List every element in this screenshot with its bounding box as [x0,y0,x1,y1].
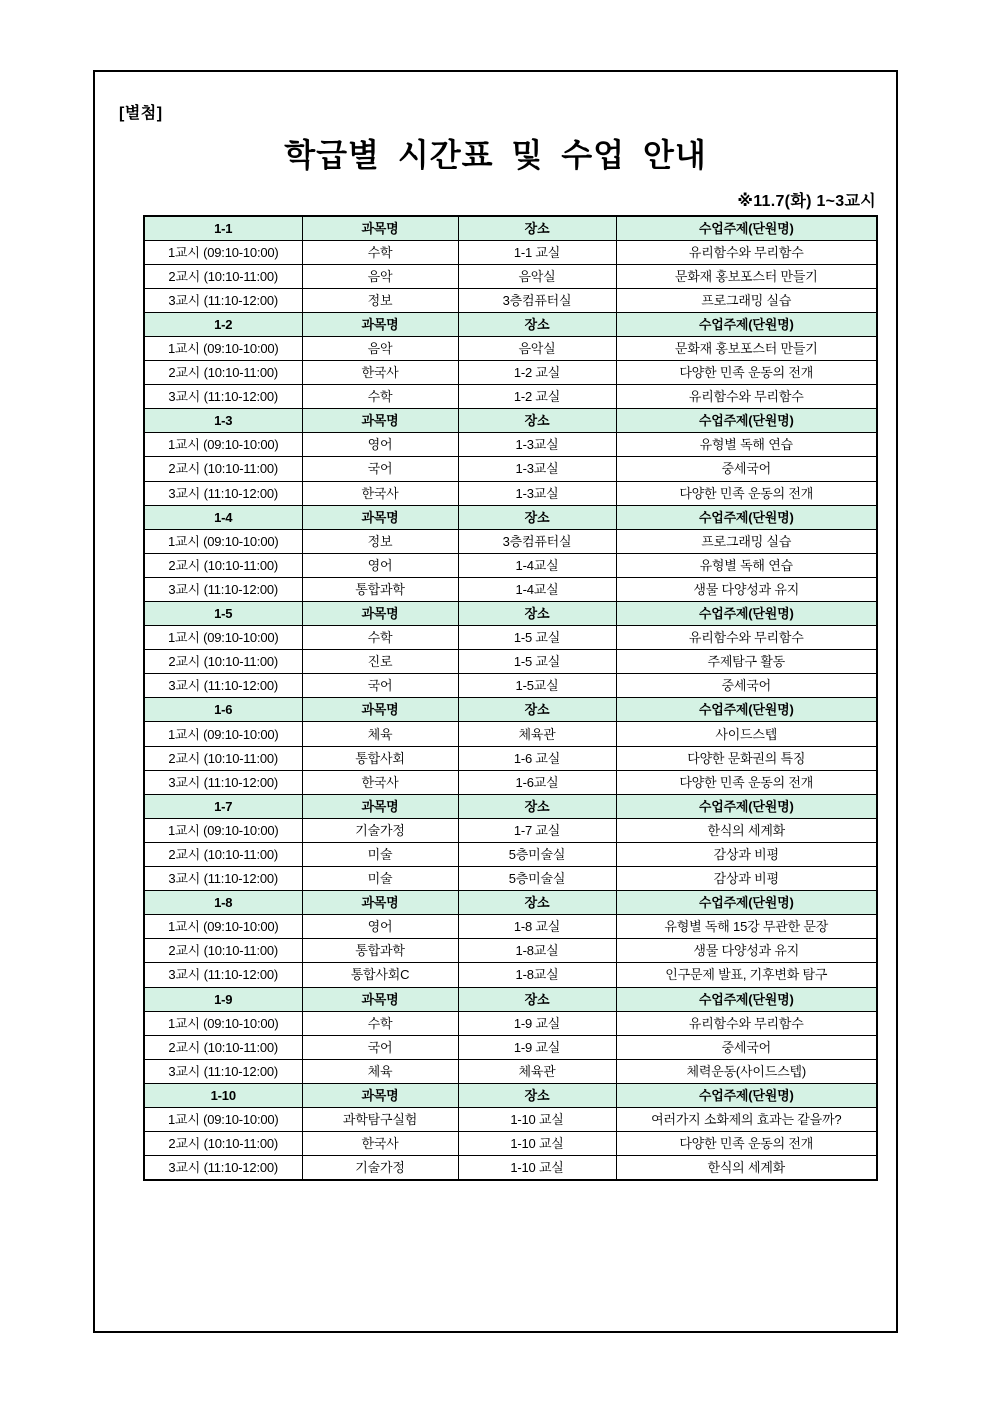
column-header: 장소 [458,794,616,818]
column-header: 과목명 [302,891,458,915]
timetable-row [144,722,877,746]
subject-cell: 국어 [302,457,458,481]
topic-cell: 유리함수와 무리함수 [616,1011,877,1035]
topic-cell: 한식의 세계화 [616,818,877,842]
period-cell: 2교시 (10:10-11:00) [144,746,302,770]
timetable-row [144,1156,877,1180]
place-cell: 1-6교실 [458,770,616,794]
column-header: 과목명 [302,698,458,722]
period-cell: 1교시 (09:10-10:00) [144,1107,302,1131]
timetable-row [144,1059,877,1083]
column-header: 장소 [458,216,616,240]
page-border-frame [93,70,898,1333]
topic-cell: 유형별 독해 연습 [616,433,877,457]
period-cell: 1교시 (09:10-10:00) [144,626,302,650]
period-cell: 1교시 (09:10-10:00) [144,240,302,264]
column-header: 장소 [458,312,616,336]
class-header-row [144,1083,877,1107]
topic-cell: 한식의 세계화 [616,1156,877,1180]
place-cell: 1-6 교실 [458,746,616,770]
class-label: 1-9 [144,987,302,1011]
timetable-row [144,553,877,577]
period-cell: 2교시 (10:10-11:00) [144,361,302,385]
place-cell: 1-8교실 [458,963,616,987]
period-cell: 2교시 (10:10-11:00) [144,264,302,288]
column-header: 수업주제(단원명) [616,698,877,722]
timetable-row [144,433,877,457]
period-cell: 2교시 (10:10-11:00) [144,842,302,866]
subject-cell: 수학 [302,1011,458,1035]
timetable-row [144,577,877,601]
column-header: 장소 [458,891,616,915]
place-cell: 체육관 [458,722,616,746]
period-cell: 2교시 (10:10-11:00) [144,1132,302,1156]
place-cell: 음악실 [458,264,616,288]
class-label: 1-7 [144,794,302,818]
period-cell: 3교시 (11:10-12:00) [144,481,302,505]
topic-cell: 유형별 독해 15강 무관한 문장 [616,915,877,939]
timetable-row [144,626,877,650]
place-cell: 1-3교실 [458,433,616,457]
place-cell: 1-4교실 [458,553,616,577]
place-cell: 1-8교실 [458,939,616,963]
class-header-row [144,891,877,915]
period-cell: 2교시 (10:10-11:00) [144,1035,302,1059]
schedule-date-note: ※11.7(화) 1~3교시 [737,193,876,210]
column-header: 수업주제(단원명) [616,216,877,240]
timetable-body [144,216,877,1180]
class-label: 1-5 [144,602,302,626]
topic-cell: 생물 다양성과 유지 [616,939,877,963]
timetable-row [144,818,877,842]
class-label: 1-8 [144,891,302,915]
timetable-row [144,361,877,385]
place-cell: 1-10 교실 [458,1107,616,1131]
topic-cell: 여러가지 소화제의 효과는 같을까? [616,1107,877,1131]
place-cell: 1-7 교실 [458,818,616,842]
timetable-row [144,529,877,553]
timetable-row [144,1035,877,1059]
class-header-row [144,312,877,336]
column-header: 장소 [458,1083,616,1107]
class-header-row [144,216,877,240]
timetable-row [144,915,877,939]
topic-cell: 프로그래밍 실습 [616,529,877,553]
place-cell: 3층컴퓨터실 [458,288,616,312]
attachment-label: [별첨] [119,105,163,122]
subject-cell: 통합과학 [302,939,458,963]
column-header: 수업주제(단원명) [616,602,877,626]
timetable-row [144,336,877,360]
subject-cell: 수학 [302,240,458,264]
column-header: 과목명 [302,1083,458,1107]
column-header: 과목명 [302,505,458,529]
subject-cell: 수학 [302,385,458,409]
period-cell: 3교시 (11:10-12:00) [144,770,302,794]
place-cell: 1-10 교실 [458,1132,616,1156]
period-cell: 2교시 (10:10-11:00) [144,939,302,963]
subject-cell: 정보 [302,529,458,553]
period-cell: 1교시 (09:10-10:00) [144,336,302,360]
place-cell: 1-5교실 [458,674,616,698]
column-header: 과목명 [302,409,458,433]
place-cell: 1-2 교실 [458,361,616,385]
topic-cell: 주제탐구 활동 [616,650,877,674]
timetable-row [144,264,877,288]
timetable-row [144,842,877,866]
column-header: 장소 [458,698,616,722]
topic-cell: 사이드스텝 [616,722,877,746]
topic-cell: 다양한 민족 운동의 전개 [616,361,877,385]
class-header-row [144,794,877,818]
subject-cell: 국어 [302,1035,458,1059]
topic-cell: 유형별 독해 연습 [616,553,877,577]
topic-cell: 유리함수와 무리함수 [616,626,877,650]
subject-cell: 진로 [302,650,458,674]
period-cell: 2교시 (10:10-11:00) [144,650,302,674]
timetable-row [144,385,877,409]
timetable-row [144,481,877,505]
column-header: 장소 [458,987,616,1011]
subject-cell: 국어 [302,674,458,698]
subject-cell: 한국사 [302,361,458,385]
timetable-row [144,457,877,481]
column-header: 수업주제(단원명) [616,505,877,529]
subject-cell: 한국사 [302,770,458,794]
topic-cell: 다양한 민족 운동의 전개 [616,770,877,794]
topic-cell: 생물 다양성과 유지 [616,577,877,601]
subject-cell: 미술 [302,867,458,891]
class-label: 1-3 [144,409,302,433]
place-cell: 체육관 [458,1059,616,1083]
column-header: 수업주제(단원명) [616,987,877,1011]
place-cell: 3층컴퓨터실 [458,529,616,553]
place-cell: 1-9 교실 [458,1011,616,1035]
subject-cell: 한국사 [302,1132,458,1156]
period-cell: 3교시 (11:10-12:00) [144,385,302,409]
timetable-row [144,867,877,891]
subject-cell: 통합과학 [302,577,458,601]
period-cell: 1교시 (09:10-10:00) [144,529,302,553]
class-header-row [144,698,877,722]
topic-cell: 인구문제 발표, 기후변화 탐구 [616,963,877,987]
subject-cell: 미술 [302,842,458,866]
place-cell: 1-5 교실 [458,650,616,674]
timetable-row [144,1107,877,1131]
period-cell: 1교시 (09:10-10:00) [144,915,302,939]
class-label: 1-2 [144,312,302,336]
period-cell: 1교시 (09:10-10:00) [144,818,302,842]
place-cell: 음악실 [458,336,616,360]
subject-cell: 음악 [302,264,458,288]
class-label: 1-1 [144,216,302,240]
subject-cell: 수학 [302,626,458,650]
period-cell: 3교시 (11:10-12:00) [144,288,302,312]
timetable-row [144,746,877,770]
period-cell: 3교시 (11:10-12:00) [144,577,302,601]
timetable-row [144,1132,877,1156]
timetable-row [144,240,877,264]
place-cell: 1-10 교실 [458,1156,616,1180]
subject-cell: 영어 [302,915,458,939]
period-cell: 1교시 (09:10-10:00) [144,433,302,457]
page-title: 학급별 시간표 및 수업 안내 [284,137,707,173]
timetable-row [144,939,877,963]
topic-cell: 유리함수와 무리함수 [616,385,877,409]
place-cell: 1-5 교실 [458,626,616,650]
timetable-row [144,674,877,698]
column-header: 장소 [458,602,616,626]
subject-cell: 영어 [302,553,458,577]
topic-cell: 중세국어 [616,457,877,481]
place-cell: 1-2 교실 [458,385,616,409]
timetable [143,215,878,1181]
topic-cell: 문화재 홍보포스터 만들기 [616,336,877,360]
subject-cell: 과학탐구실험 [302,1107,458,1131]
subject-cell: 한국사 [302,481,458,505]
column-header: 장소 [458,505,616,529]
timetable-row [144,1011,877,1035]
subject-cell: 통합사회C [302,963,458,987]
column-header: 수업주제(단원명) [616,1083,877,1107]
timetable-row [144,770,877,794]
topic-cell: 다양한 민족 운동의 전개 [616,1132,877,1156]
topic-cell: 감상과 비평 [616,842,877,866]
column-header: 장소 [458,409,616,433]
place-cell: 5층미술실 [458,842,616,866]
class-header-row [144,987,877,1011]
topic-cell: 문화재 홍보포스터 만들기 [616,264,877,288]
column-header: 과목명 [302,602,458,626]
column-header: 과목명 [302,987,458,1011]
period-cell: 3교시 (11:10-12:00) [144,867,302,891]
subject-cell: 정보 [302,288,458,312]
period-cell: 3교시 (11:10-12:00) [144,1156,302,1180]
place-cell: 1-8 교실 [458,915,616,939]
period-cell: 3교시 (11:10-12:00) [144,963,302,987]
timetable-row [144,650,877,674]
class-header-row [144,409,877,433]
subject-cell: 통합사회 [302,746,458,770]
column-header: 과목명 [302,216,458,240]
column-header: 과목명 [302,794,458,818]
topic-cell: 프로그래밍 실습 [616,288,877,312]
place-cell: 1-9 교실 [458,1035,616,1059]
place-cell: 1-3교실 [458,481,616,505]
period-cell: 3교시 (11:10-12:00) [144,674,302,698]
class-label: 1-4 [144,505,302,529]
place-cell: 5층미술실 [458,867,616,891]
topic-cell: 체력운동(사이드스텝) [616,1059,877,1083]
topic-cell: 유리함수와 무리함수 [616,240,877,264]
class-label: 1-10 [144,1083,302,1107]
class-header-row [144,602,877,626]
place-cell: 1-4교실 [458,577,616,601]
subject-cell: 체육 [302,1059,458,1083]
topic-cell: 감상과 비평 [616,867,877,891]
period-cell: 3교시 (11:10-12:00) [144,1059,302,1083]
subject-cell: 음악 [302,336,458,360]
subject-cell: 체육 [302,722,458,746]
period-cell: 1교시 (09:10-10:00) [144,722,302,746]
period-cell: 2교시 (10:10-11:00) [144,457,302,481]
timetable-row [144,288,877,312]
column-header: 과목명 [302,312,458,336]
topic-cell: 다양한 문화권의 특징 [616,746,877,770]
subject-cell: 영어 [302,433,458,457]
topic-cell: 다양한 민족 운동의 전개 [616,481,877,505]
place-cell: 1-1 교실 [458,240,616,264]
subject-cell: 기술가정 [302,1156,458,1180]
place-cell: 1-3교실 [458,457,616,481]
column-header: 수업주제(단원명) [616,794,877,818]
timetable-row [144,963,877,987]
period-cell: 2교시 (10:10-11:00) [144,553,302,577]
topic-cell: 중세국어 [616,1035,877,1059]
period-cell: 1교시 (09:10-10:00) [144,1011,302,1035]
column-header: 수업주제(단원명) [616,409,877,433]
class-label: 1-6 [144,698,302,722]
topic-cell: 중세국어 [616,674,877,698]
subject-cell: 기술가정 [302,818,458,842]
column-header: 수업주제(단원명) [616,891,877,915]
class-header-row [144,505,877,529]
column-header: 수업주제(단원명) [616,312,877,336]
